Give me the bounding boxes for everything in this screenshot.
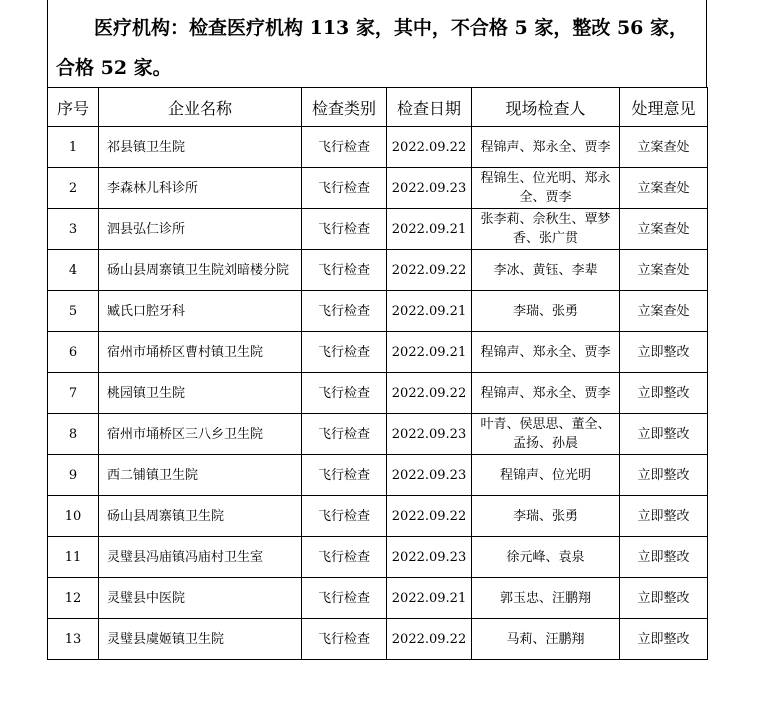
cell-inspectors: 程锦声、郑永全、贾李	[472, 127, 620, 168]
cell-date: 2022.09.22	[387, 250, 472, 291]
cell-inspectors: 李冰、黄钰、李辈	[472, 250, 620, 291]
header-opinion: 处理意见	[620, 88, 708, 127]
cell-type: 飞行检查	[302, 496, 387, 537]
cell-date: 2022.09.22	[387, 496, 472, 537]
cell-type: 飞行检查	[302, 168, 387, 209]
cell-date: 2022.09.21	[387, 209, 472, 250]
cell-opinion: 立案查处	[620, 291, 708, 332]
table-row	[48, 209, 708, 250]
header-no: 序号	[48, 88, 99, 127]
cell-opinion: 立即整改	[620, 619, 708, 660]
cell-no: 3	[48, 209, 99, 250]
cell-date: 2022.09.21	[387, 578, 472, 619]
cell-type: 飞行检查	[302, 537, 387, 578]
document-sheet	[47, 0, 707, 660]
cell-opinion: 立案查处	[620, 209, 708, 250]
cell-date: 2022.09.22	[387, 373, 472, 414]
cell-name: 砀山县周寨镇卫生院刘暗楼分院	[99, 250, 302, 291]
cell-no: 8	[48, 414, 99, 455]
cell-no: 1	[48, 127, 99, 168]
cell-date: 2022.09.23	[387, 455, 472, 496]
table-row	[48, 455, 708, 496]
cell-inspectors: 李瑞、张勇	[472, 496, 620, 537]
table-row	[48, 537, 708, 578]
cell-type: 飞行检查	[302, 291, 387, 332]
header-type: 检查类别	[302, 88, 387, 127]
table-row	[48, 619, 708, 660]
table-row	[48, 414, 708, 455]
cell-inspectors: 程锦声、位光明	[472, 455, 620, 496]
cell-no: 6	[48, 332, 99, 373]
cell-no: 7	[48, 373, 99, 414]
summary-paragraph	[47, 0, 707, 87]
cell-no: 5	[48, 291, 99, 332]
cell-type: 飞行检查	[302, 578, 387, 619]
cell-name: 桃园镇卫生院	[99, 373, 302, 414]
header-date: 检查日期	[387, 88, 472, 127]
cell-inspectors: 程锦声、郑永全、贾李	[472, 332, 620, 373]
cell-type: 飞行检查	[302, 127, 387, 168]
cell-type: 飞行检查	[302, 250, 387, 291]
cell-no: 11	[48, 537, 99, 578]
cell-opinion: 立即整改	[620, 373, 708, 414]
cell-opinion: 立即整改	[620, 332, 708, 373]
cell-date: 2022.09.23	[387, 537, 472, 578]
cell-name: 李森林儿科诊所	[99, 168, 302, 209]
cell-opinion: 立案查处	[620, 168, 708, 209]
cell-inspectors: 程锦声、郑永全、贾李	[472, 373, 620, 414]
header-inspectors: 现场检查人	[472, 88, 620, 127]
cell-no: 12	[48, 578, 99, 619]
cell-type: 飞行检查	[302, 414, 387, 455]
cell-no: 13	[48, 619, 99, 660]
cell-name: 宿州市埇桥区三八乡卫生院	[99, 414, 302, 455]
cell-opinion: 立即整改	[620, 537, 708, 578]
cell-date: 2022.09.21	[387, 291, 472, 332]
header-name: 企业名称	[99, 88, 302, 127]
cell-name: 灵璧县冯庙镇冯庙村卫生室	[99, 537, 302, 578]
cell-name: 祁县镇卫生院	[99, 127, 302, 168]
cell-opinion: 立即整改	[620, 455, 708, 496]
cell-type: 飞行检查	[302, 373, 387, 414]
cell-type: 飞行检查	[302, 455, 387, 496]
table-row	[48, 578, 708, 619]
cell-inspectors: 郭玉忠、汪鹏翔	[472, 578, 620, 619]
table-row	[48, 250, 708, 291]
cell-inspectors: 程锦生、位光明、郑永全、贾李	[472, 168, 620, 209]
inspection-table	[47, 87, 708, 660]
table-row	[48, 291, 708, 332]
cell-inspectors: 马莉、汪鹏翔	[472, 619, 620, 660]
cell-type: 飞行检查	[302, 619, 387, 660]
summary-text: 医疗机构：检查医疗机构 113 家，其中，不合格 5 家，整改 56 家，合格 52 家。	[56, 17, 689, 79]
cell-name: 砀山县周寨镇卫生院	[99, 496, 302, 537]
cell-name: 臧氏口腔牙科	[99, 291, 302, 332]
cell-date: 2022.09.23	[387, 414, 472, 455]
cell-type: 飞行检查	[302, 332, 387, 373]
cell-date: 2022.09.22	[387, 619, 472, 660]
cell-no: 9	[48, 455, 99, 496]
cell-opinion: 立案查处	[620, 250, 708, 291]
cell-name: 泗县弘仁诊所	[99, 209, 302, 250]
cell-inspectors: 张李莉、佘秋生、覃梦香、张广贯	[472, 209, 620, 250]
cell-name: 灵璧县虞姬镇卫生院	[99, 619, 302, 660]
cell-inspectors: 李瑞、张勇	[472, 291, 620, 332]
cell-no: 2	[48, 168, 99, 209]
cell-date: 2022.09.22	[387, 127, 472, 168]
cell-opinion: 立案查处	[620, 127, 708, 168]
cell-name: 灵璧县中医院	[99, 578, 302, 619]
table-row	[48, 496, 708, 537]
cell-no: 10	[48, 496, 99, 537]
cell-name: 宿州市埇桥区曹村镇卫生院	[99, 332, 302, 373]
table-row	[48, 373, 708, 414]
table-row	[48, 332, 708, 373]
cell-date: 2022.09.21	[387, 332, 472, 373]
table-row	[48, 127, 708, 168]
table-row	[48, 168, 708, 209]
cell-date: 2022.09.23	[387, 168, 472, 209]
cell-no: 4	[48, 250, 99, 291]
cell-inspectors: 徐元峰、袁泉	[472, 537, 620, 578]
cell-name: 西二铺镇卫生院	[99, 455, 302, 496]
table-body	[48, 127, 708, 660]
cell-type: 飞行检查	[302, 209, 387, 250]
cell-opinion: 立即整改	[620, 578, 708, 619]
table-header-row	[48, 88, 708, 127]
cell-opinion: 立即整改	[620, 496, 708, 537]
cell-inspectors: 叶青、侯思思、董全、孟扬、孙晨	[472, 414, 620, 455]
cell-opinion: 立即整改	[620, 414, 708, 455]
